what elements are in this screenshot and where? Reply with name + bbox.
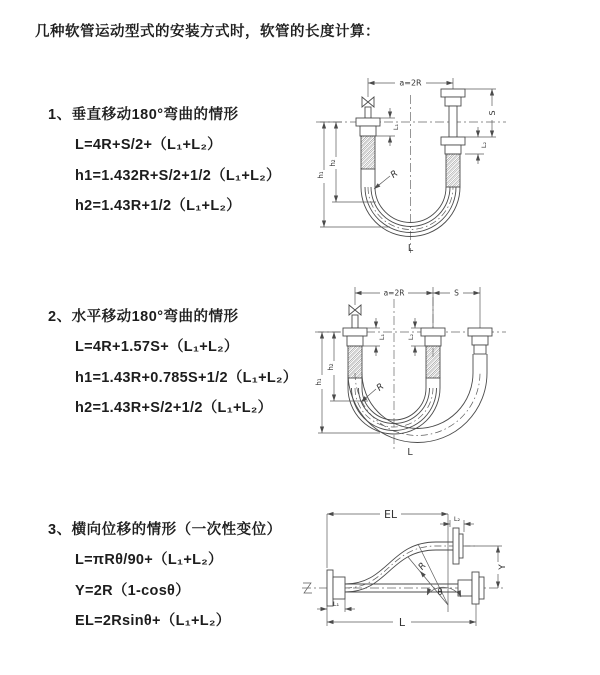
dim-label-theta: θ	[437, 588, 443, 598]
formula-line: h2=1.43R+1/2（L₁+L₂）	[75, 198, 242, 214]
dim-label-h2: h₂	[329, 159, 337, 167]
dim-label-l: L	[398, 616, 406, 629]
angle-theta	[437, 588, 442, 598]
dim-label-l-total: L	[407, 447, 413, 458]
centerlines	[316, 95, 506, 253]
dim-label-s: S	[454, 288, 459, 298]
dim-label-l1: L₁	[392, 123, 400, 131]
section-1	[35, 103, 281, 222]
dim-label-l1: L₁	[332, 600, 340, 608]
dim-label-l-total: L	[407, 243, 414, 254]
left-end-fitting	[343, 305, 367, 378]
dimension-s	[433, 289, 480, 298]
formula-line: h1=1.432R+S/2+1/2（L₁+L₂）	[75, 167, 281, 184]
dim-label-l1: L₁	[378, 333, 386, 341]
right-end-fitting	[468, 287, 492, 354]
dimension-el	[327, 508, 448, 568]
dim-label-l2: L₂	[407, 333, 415, 341]
dim-label-h1: h₁	[315, 378, 323, 386]
hose-displaced-position	[345, 528, 463, 592]
dimension-s	[465, 89, 497, 137]
dimension-l2	[407, 318, 426, 356]
formula-line: L=4R+1.57S+（L₁+L₂）	[75, 339, 239, 355]
section-3-heading: 3、横向位移的情形（一次性变位）	[48, 522, 282, 538]
dimension-h1	[315, 332, 380, 433]
section-2	[35, 305, 298, 424]
diagram-horizontal-180-bend	[310, 283, 595, 473]
dimension-l1	[317, 599, 355, 612]
left-end-fitting	[356, 97, 380, 169]
right-end-fitting	[441, 78, 465, 187]
dim-label-y: Y	[498, 564, 508, 570]
formula-line: h2=1.43R+S/2+1/2（L₁+L₂）	[75, 400, 273, 416]
dim-label-r: R	[416, 561, 429, 573]
dim-label-a2r: a=2R	[399, 78, 422, 88]
formula-line: EL=2Rsinθ+（L₁+L₂）	[75, 613, 231, 629]
dimension-l2	[465, 127, 488, 164]
diagram-vertical-180-bend	[310, 75, 595, 260]
dimension-l1	[376, 108, 400, 146]
formula-line: h1=1.43R+0.785S+1/2（L₁+L₂）	[75, 369, 298, 386]
hose-u-bend-moved	[348, 354, 487, 443]
dim-label-l2: L₂	[480, 141, 488, 149]
dim-label-h1: h₁	[317, 171, 325, 179]
formula-line: Y=2R（1-cosθ）	[75, 582, 190, 599]
section-3	[35, 518, 282, 637]
dim-label-l2: L₂	[453, 515, 461, 523]
section-2-heading: 2、水平移动180°弯曲的情形	[48, 309, 239, 325]
dimension-a2r	[368, 78, 453, 97]
section-1-heading: 1、垂直移动180°弯曲的情形	[48, 107, 239, 123]
dim-label-h2: h₂	[327, 363, 335, 371]
radius-callout	[373, 169, 400, 191]
formula-line: L=πRθ/90+（L₁+L₂）	[75, 552, 223, 568]
dim-label-a2r: a=2R	[383, 288, 405, 298]
middle-end-fitting	[421, 328, 445, 378]
formula-line: L=4R+S/2+（L₁+L₂）	[75, 137, 222, 153]
dim-label-el: EL	[383, 508, 398, 521]
dim-label-r: R	[375, 381, 387, 394]
page-title: 几种软管运动型式的安装方式时，软管的长度计算：	[35, 24, 380, 40]
dim-label-r: R	[389, 168, 401, 181]
dimension-l1	[362, 318, 386, 356]
diagram-lateral-displacement	[298, 500, 600, 655]
dim-label-s: S	[488, 110, 497, 116]
